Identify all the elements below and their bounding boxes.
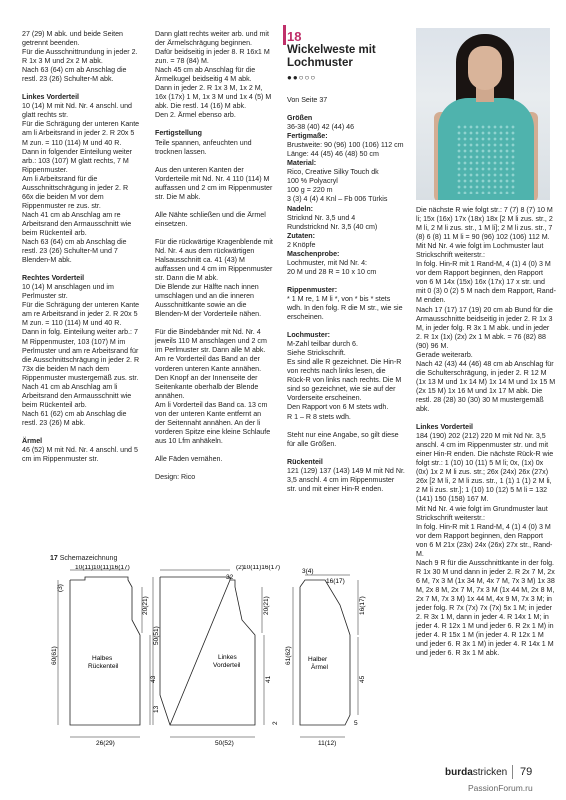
back-piece	[70, 577, 140, 725]
section-heading: Lochmuster:	[287, 331, 330, 340]
front-dim-side: 41	[265, 675, 272, 683]
front-label-2: Vorderteil	[213, 662, 241, 669]
paragraph: Es sind alle R gezeichnet. Die Hin-R von rechts nach links lesen, die Rück-R von links nach rechts. Die M sind so gezeichnet, wie sie auf der Vorderseite erscheinen.	[287, 358, 402, 403]
paragraph: Nach 17 (17) 17 (19) 20 cm ab Bund für die Armausschnitte beidseitig in jeder 2. R 1x 3 M, in jeder folg. R 3x 1 M abk. und in jeder 2. R 1x (1x) (2x) 2x 1 M abk. = 76 (82) 88 (90) 96 M.	[416, 305, 553, 350]
sleeve-label-1: Halber	[308, 656, 328, 663]
paragraph-gap	[287, 449, 405, 458]
magazine-brand	[445, 767, 507, 778]
paragraph-gap	[155, 202, 273, 211]
accent-bar	[283, 25, 286, 45]
section-heading: Material:	[287, 159, 317, 168]
section-heading: Ärmel	[22, 436, 43, 445]
schema-label	[50, 555, 117, 562]
back-dim-top-1: 10(11)	[75, 565, 94, 571]
paragraph: Lochmuster, mit Nd Nr. 4:	[287, 258, 368, 267]
paragraph-gap	[22, 265, 140, 274]
front-dim-top-mid: (2)	[236, 565, 244, 571]
back-dim-armhole: 20(21)	[142, 596, 149, 615]
pattern-title: Wickelweste mit Lochmuster	[287, 44, 376, 69]
paragraph: 20 M und 28 R = 10 x 10 cm	[287, 267, 377, 276]
difficulty-dots: ●●○○○	[287, 73, 317, 82]
sleeve-dim-cap: 16(17)	[359, 596, 366, 615]
schema-drawing	[50, 565, 410, 750]
paragraph-gap	[416, 414, 556, 423]
paragraph-gap	[155, 120, 273, 129]
section-heading: Rückenteil	[287, 457, 323, 466]
paragraph: Für die Bindebänder mit Nd. Nr. 4 jeweils 110 M anschlagen und 2 cm im Perlmuster str. Dann alle M abk.	[155, 328, 267, 355]
paragraph: Für die Schrägung der unteren Kante am li Arbeitsrand in jeder 2. R 20x 5 M zun. = 110 (114) M und 40 R.	[22, 120, 140, 147]
paragraph: Dann in folg. Einteilung weiter arb.: 7 M Rippenmuster, 103 (107) M im Perlmuster und am re Arbeitsrand für die Ausschnittschrägung in jeder 2. R 73x die beiden M nach dem Rippenmuster mustergemäß zus. str.	[22, 328, 140, 382]
section-heading: Fertigstellung	[155, 129, 202, 138]
text-column-1	[22, 30, 140, 464]
paragraph-gap	[287, 105, 405, 114]
paragraph: Alle Fäden vernähen.	[155, 454, 223, 463]
paragraph: Rico, Creative Silky Touch dk	[287, 168, 379, 177]
section-heading: Fertigmaße:	[287, 132, 328, 141]
sleeve-piece	[300, 580, 350, 725]
paragraph: Alle Nähte schließen und die Ärmel einsetzen.	[155, 210, 266, 228]
paragraph: In folg. Hin-R mit 1 Rand-M, 4 (1) 4 (0) 3 M vor dem Rapport beginnen, den Rapport von 6 M 21x (23x) 24x (26x) 27x str., Rand-M.	[416, 522, 553, 558]
paragraph-gap	[287, 277, 405, 286]
text-column-4	[416, 206, 556, 658]
brand-bold: burda	[445, 767, 473, 778]
paragraph: Dann glatt rechts weiter arb. und mit der Ärmelschrägung beginnen.	[155, 30, 269, 48]
section-heading: Rippenmuster:	[287, 285, 338, 294]
paragraph: Für die Ausschnittrundung in jeder 2. R 1x 3 M und 2x 2 M abk.	[22, 48, 138, 66]
sleeve-dim-width: 11(12)	[318, 740, 337, 747]
paragraph: Aus den unteren Kanten der Vorderteile mit Nd. Nr. 4 110 (114) M auffassen und 2 cm im Rippenmuster str. Die M abk.	[155, 165, 273, 201]
paragraph: 27 (29) M abk. und beide Seiten getrennt beenden.	[22, 30, 123, 48]
paragraph: Nach 42 (43) 44 (46) 48 cm ab Anschlag für die Schulterschrägung, in jeder 2. R 12 M (1x 13 M und 1x 14 M) 1x 14 M und 1x 15 M (2x 15 M) 1x 16 M und 1x 17 M abk. Die restl. 28 (28) 30 (30) 30 M mustergemäß abk.	[416, 359, 556, 414]
model-photo	[416, 28, 550, 200]
paragraph: M-Zahl teilbar durch 6.	[287, 340, 358, 349]
paragraph: 100 g = 220 m	[287, 186, 333, 195]
sleeve-dim-top: 16(17)	[326, 578, 345, 585]
page-number: 79	[520, 766, 533, 778]
footer-separator	[512, 765, 513, 779]
paragraph: Nach 41 cm ab Anschlag am li Arbeitsrand den Armausschnitt wie beim Rückenteil arb.	[22, 382, 132, 409]
paragraph: Mit Nd Nr. 4 wie folgt im Grundmuster laut Strickschrift weiterstr.:	[416, 504, 548, 522]
paragraph: Nach 9 R für die Ausschnittkante in der folg. R 1x 30 M und dann in jeder 2. R 2x 7 M, 2x 6 M, 7x 3 M (1x 34 M, 4x 7 M, 7x 3 M) 1x 38 M, 2x 8 M, 2x 7 M, 7x 3 M (1x 44 M, 2x 8 M, 2x 7 M, 7x 3 M) 1x 44 M, 4x 9 M, 7x 3 M; in jeder folg. R 7x (7x) 7x (7x) 5x 1 M; in jeder 2. R 3x 1 M, dann in jeder 4. R 14x 1 M; in jeder 4. R 12x 1 M und jeder 6. R 2x 1 M) in jeder 4. R 15x 1 M (in jeder 4. R 12x 1 M und jeder 6. R 3x 1 M) in jeder 4. R 14x 1 M und jeder 6. R 3x 1 M abk.	[416, 558, 555, 658]
paragraph: Nach 63 (64) cm ab Anschlag die restl. 23 (26) Schulter-M und 7 Blenden-M abk.	[22, 238, 127, 265]
paragraph: 10 (14) M anschlagen und im Perlmuster str.	[22, 283, 114, 301]
front-dim-small: 2	[272, 721, 279, 725]
schema-number: 17	[50, 555, 58, 562]
back-dim-length: 60(61)	[51, 646, 58, 665]
paragraph: 10 (14) M mit Nd. Nr. 4 anschl. und glatt rechts str.	[22, 102, 132, 120]
paragraph: Nach 61 (62) cm ab Anschlag die restl. 23 (26) M abk.	[22, 409, 127, 427]
front-piece	[160, 577, 255, 725]
paragraph: Rundstricknd Nr. 3,5 (40 cm)	[287, 222, 378, 231]
paragraph: Mit Nd Nr. 4 wie folgt im Lochmuster laut Strickschrift weiterstr.:	[416, 242, 544, 260]
paragraph: R 1 – R 8 stets wdh.	[287, 412, 351, 421]
paragraph: Dann in folgender Einteilung weiter arb.: 103 (107) M glatt rechts, 7 M Rippenmuster.	[22, 147, 133, 174]
photo-lace-pattern	[456, 124, 516, 194]
paragraph: Dann in jeder 2. R 1x 3 M, 1x 2 M, 16x (17x) 1 M, 1x 3 M und 1x 4 (5) M abk. Die restl. 14 (16) M abk.	[155, 84, 272, 111]
front-dim-width: 50(52)	[215, 740, 234, 747]
paragraph-gap	[155, 229, 273, 238]
section-heading: Nadeln:	[287, 204, 314, 213]
paragraph: Für die Schrägung der unteren Kante am re Arbeitsrand in jeder 2. R 20x 5 M zun. = 110 (114) M und 40 R.	[22, 301, 140, 328]
watermark: PassionForum.ru	[468, 783, 533, 793]
brand-rest: stricken	[472, 767, 508, 778]
section-heading: Rechtes Vorderteil	[22, 274, 85, 283]
front-label-1: Linkes	[218, 654, 237, 661]
paragraph: 36-38 (40) 42 (44) 46	[287, 123, 355, 132]
section-heading: Linkes Vorderteil	[22, 93, 80, 102]
photo-face	[468, 46, 502, 90]
front-dim-left-top: 50(51)	[153, 626, 160, 645]
paragraph: Teile spannen, anfeuchten und trocknen lassen.	[155, 138, 252, 156]
sleeve-dim-side: 45	[359, 675, 366, 683]
section-heading: Größen	[287, 114, 313, 123]
paragraph-gap	[22, 84, 140, 93]
paragraph: Die nächste R wie folgt str.: 7 (7) 8 (7) 10 M li; 15x (16x) 17x (18x) 18x [2 M li zus. str., 2 M li, 2 M li zus. str., 1 M li]; 2 M li zus. str., 7 (8) 6 (8) 11 M li = 90 (96) 102 (106) 112 M.	[416, 206, 553, 242]
paragraph: Brustweite: 90 (96) 100 (106) 112 cm	[287, 141, 404, 150]
paragraph: Dafür beidseitig in jeder 8. R 16x1 M zun. = 78 (84) M.	[155, 48, 270, 66]
paragraph: Nach 63 (64) cm ab Anschlag die restl. 23 (26) Schulter-M abk.	[22, 66, 127, 84]
paragraph: Den 2. Ärmel ebenso arb.	[155, 111, 236, 120]
paragraph-gap	[155, 446, 273, 455]
paragraph-gap	[22, 428, 140, 437]
paragraph: Am li Arbeitsrand für die Ausschnittschrägung in jeder 2. R 66x die beiden M vor dem Rippenmuster re zus. str.	[22, 174, 129, 210]
front-dim-armhole: 20(21)	[263, 596, 270, 615]
paragraph-gap	[287, 322, 405, 331]
paragraph-gap	[155, 157, 273, 166]
paragraph: In folg. Hin-R mit 1 Rand-M, 4 (1) 4 (0) 3 M vor dem Rapport beginnen, den Rapport von 6 M 14x (15x) 16x (17x) 17 x str. und mit 0 (3) 0 (2) 5 M nach dem Rapport, Rand-M enden.	[416, 260, 556, 305]
paragraph: Für die rückwärtige Kragenblende mit Nd. Nr. 4 aus dem rückwärtigen Halsausschnitt ca. 41 (43) M auffassen und 4 cm im Rippenmuster str. Dann die M abk.	[155, 237, 273, 283]
paragraph: 2 Knöpfe	[287, 240, 316, 249]
paragraph: Von Seite 37	[287, 96, 328, 104]
paragraph: Am li Vorderteil das Band ca. 13 cm von der unteren Kante entfernt an der Seitennaht annähen. An der li vorderen Spitze eine kleine Schlaufe aus 10 Lfm anhäkeln.	[155, 400, 271, 445]
paragraph: Die Blende zur Hälfte nach innen umschlagen und an die inneren Ausschnittkante sowie an die Blenden-M der Vorderteile nähen.	[155, 283, 262, 319]
text-column-2	[155, 30, 273, 482]
paragraph: Nach 45 cm ab Anschlag für die Ärmelkugel beidseitig 4 M abk.	[155, 66, 256, 84]
text-column-3	[287, 96, 405, 494]
paragraph: 46 (52) M mit Nd. Nr. 4 anschl. und 5 cm im Rippenmuster str.	[22, 446, 138, 464]
section-heading: Zutaten:	[287, 231, 315, 240]
pattern-number: 18	[287, 29, 302, 44]
paragraph: Den Rapport von 6 M stets wdh.	[287, 403, 389, 412]
paragraph: Steht nur eine Angabe, so gilt diese für alle Größen.	[287, 430, 399, 448]
paragraph-gap	[155, 319, 273, 328]
back-dim-width: 26(29)	[96, 740, 115, 747]
paragraph: 184 (190) 202 (212) 220 M mit Nd Nr. 3,5 anschl. 4 cm im Rippenmuster str. und mit einer Hin-R enden. Die nächste Rück-R wie folgt str.: 1 (10) 10 (11) 5 M li; 0x, (1x) 0x (0x) 1x 2 M li zus. str.; 26x (24x) 26x (27x) 26x [2 M li, 2 M li zus. str., 1 (1) 1 (1) 2 M li, 2 M li zus. str.]; 1 (10) 10 (12) 5 M li = 132 (141) 150 (158) 167 M.	[416, 432, 554, 504]
paragraph: Den Knopf an der Innenseite der Seitenkante oberhalb der Blende annähen.	[155, 373, 259, 400]
back-dim-side: 43	[150, 675, 157, 683]
sleeve-dim-length: 61(62)	[285, 646, 292, 665]
sleeve-label-2: Ärmel	[311, 664, 328, 671]
paragraph: Stricknd Nr. 3,5 und 4	[287, 213, 356, 222]
paragraph: * 1 M re, 1 M li *, von * bis * stets wdh. In den folg. R die M str., wie sie erscheinen.	[287, 294, 403, 322]
back-dim-top-left: (3)	[57, 584, 64, 592]
paragraph: Am re Vorderteil das Band an der vorderen unteren Kante annähen.	[155, 355, 262, 373]
back-label-2: Rückenteil	[88, 663, 119, 670]
sleeve-dim-cuff: 5	[354, 720, 358, 727]
front-dim-top-left: 32	[226, 574, 234, 581]
front-dim-left-bottom: 13	[153, 705, 160, 713]
paragraph: 3 (3) 4 (4) 4 Knl – Fb 006 Türkis	[287, 195, 388, 204]
back-dim-top-2: 10(11)	[93, 565, 112, 571]
paragraph: Siehe Strickschrift.	[287, 349, 346, 358]
schema-title: Schemazeichnung	[59, 555, 118, 562]
paragraph: Gerade weiterarb.	[416, 350, 473, 359]
paragraph: Nach 41 cm ab Anschlag am re Arbeitsrand den Armausschnitt wie beim Rückenteil arb.	[22, 210, 132, 237]
section-heading: Linkes Vorderteil	[416, 423, 474, 432]
sleeve-dim-top-left: 3(4)	[302, 568, 314, 575]
front-dim-top-right: 10(11)16(17)	[243, 565, 281, 571]
back-label-1: Halbes	[92, 655, 113, 662]
paragraph: 100 % Polyacryl	[287, 177, 338, 186]
paragraph: 121 (129) 137 (143) 149 M mit Nd Nr. 3,5 anschl. 4 cm im Rippenmuster str. und mit einer Hin-R enden.	[287, 466, 405, 493]
paragraph-gap	[155, 464, 273, 473]
paragraph: Design: Rico	[155, 472, 196, 481]
section-heading: Maschenprobe:	[287, 249, 340, 258]
back-dim-top-3: 16(17)	[111, 565, 130, 571]
paragraph: Länge: 44 (45) 46 (48) 50 cm	[287, 150, 379, 159]
paragraph-gap	[287, 422, 405, 431]
